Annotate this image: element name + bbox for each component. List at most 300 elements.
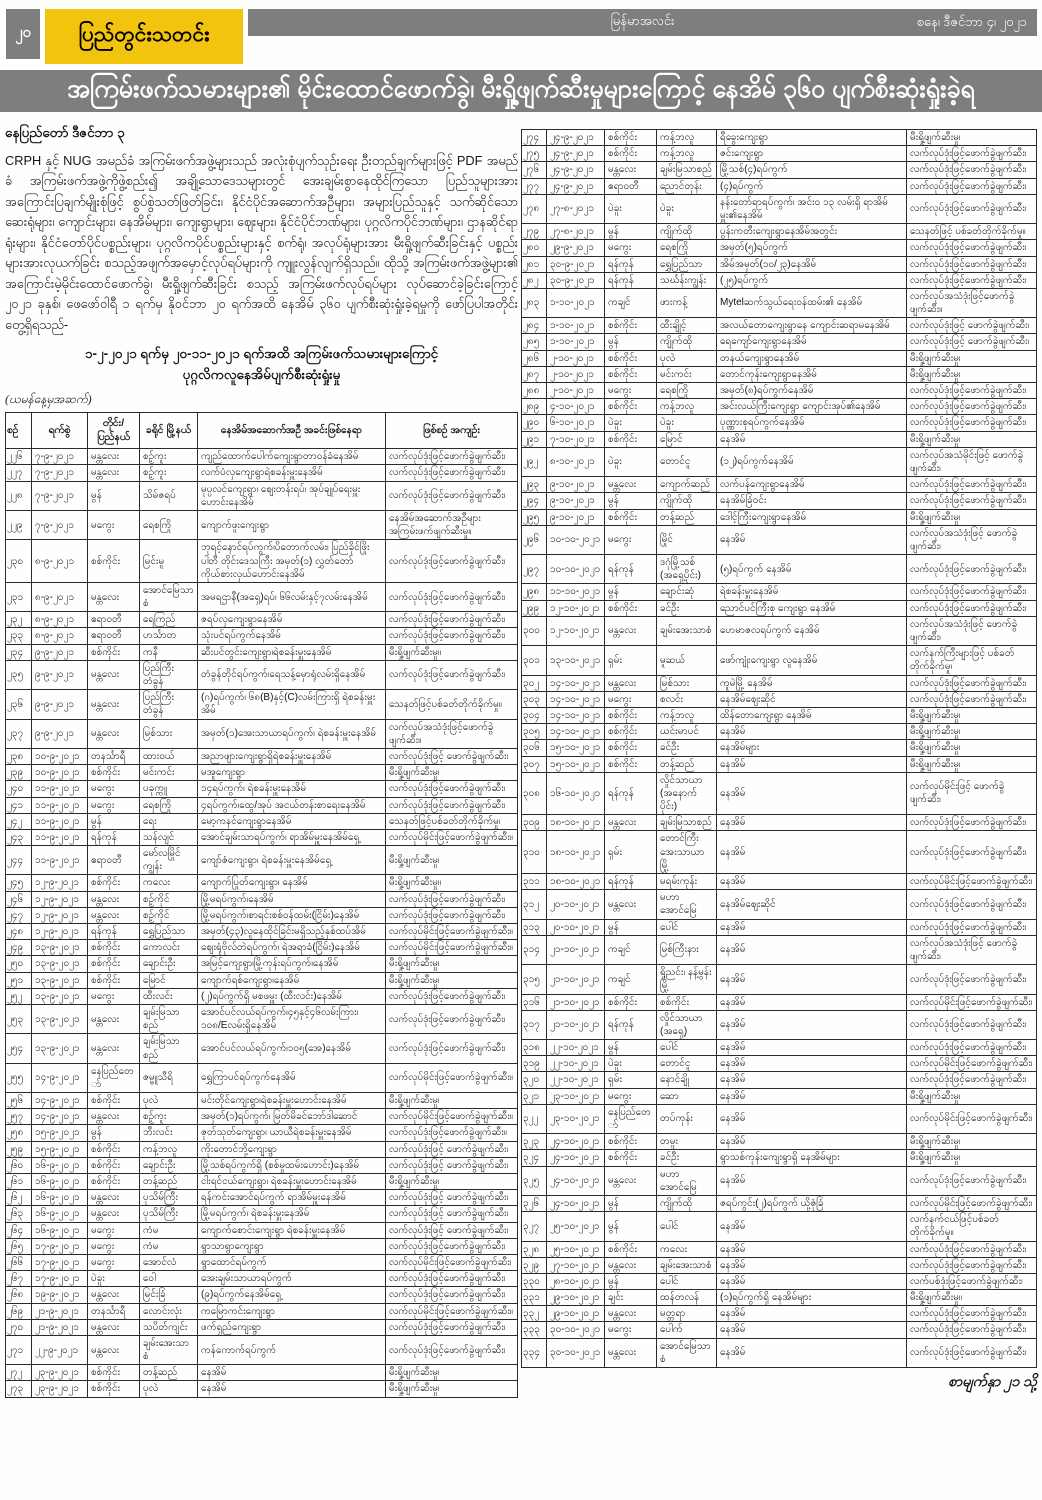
table-cell: ၂၉-၁၀-၂၀၂၁ [547, 1290, 605, 1306]
table-cell: လက်လုပ်ဒုံးဖြင့်ဖောက်ခွဲဖျက်ဆီး၊ [907, 383, 1037, 399]
left-column [5, 122, 518, 1398]
table-cell: လက်လုပ်ဒုံးဖြင့်ဖောက်ခွဲဖျက်ဆီး၊ [907, 493, 1037, 509]
table-cell: အိမ်အမှတ်(၁၀/၂၃)နေအိမ် [717, 256, 907, 272]
table-cell: နေအိမ် [198, 1381, 386, 1397]
table-cell: မဟာအောင်မြေ [657, 890, 717, 919]
table-cell: ၃၀၈ [522, 772, 547, 815]
table-cell: ၁၂-၉-၂၀၂၁ [32, 924, 88, 940]
table-cell: ပေါင် [657, 919, 717, 935]
table-cell: လက်လုပ်ဒုံးဖြင့်ဖောက်ခွဲဖျက်ဆီး၊ [907, 415, 1037, 431]
table-cell: လက်ပန်ကျေးရွာနေအိမ် [717, 477, 907, 493]
table-cell: ၂၉၅ [522, 509, 547, 525]
table-cell: ၃၂၂ [522, 1104, 547, 1133]
table-row [522, 646, 1037, 675]
table-cell: ဧရာဝတီ [88, 628, 140, 644]
table-cell: ၂၈၇ [522, 366, 547, 382]
table-cell: ကန့်ဘလူ [657, 707, 717, 723]
table-row [522, 334, 1037, 350]
table-cell: ရွာသာရွာကျေးရွာ [198, 1238, 386, 1254]
table-row [522, 194, 1037, 223]
table-row [522, 1257, 1037, 1273]
table-cell: နေအိမ် [717, 815, 907, 831]
table-cell: နေအိမ် [717, 1166, 907, 1195]
table-cell: တန့်ဆည် [657, 756, 717, 772]
table-cell: ပေါက် [657, 1322, 717, 1338]
table-cell: ၂၈၂ [522, 272, 547, 288]
table-cell: လက်လုပ်ဒုံးဖြင့်ဖောက်ခွဲဖျက်ဆီး၊ [386, 582, 518, 611]
table-cell: ၁၈-၁၀-၂၀၂၁ [547, 831, 605, 874]
table-cell: ၁၁-၉-၂၀၂၁ [32, 829, 88, 845]
table-cell: စစ်ကိုင်း [605, 399, 657, 415]
table-row [522, 994, 1037, 1010]
table-cell: လက်နက်ကြီးများဖြင့် ပစ်ခတ်တိုက်ခိုက်မှု၊ [907, 646, 1037, 675]
table-cell: မီးရှို့ဖျက်ဆီးမှု၊ [907, 509, 1037, 525]
table-cell: ၂၆၇ [6, 1271, 32, 1287]
table-row [6, 1381, 518, 1397]
table-cell: ၂၇၆ [522, 162, 547, 178]
table-cell: ၂၃၇ [6, 719, 32, 748]
table-cell: ၁၄-၁၀-၂၀၂၁ [547, 675, 605, 691]
table-cell: လက်လုပ်ဒုံးဖြင့်ဖောက်ခွဲဖျက်ဆီး၊ [907, 919, 1037, 935]
table-cell: ၁၀-၁၀-၂၀၂၁ [547, 555, 605, 584]
table-cell: ၂၉၄ [522, 493, 547, 509]
table-cell: ၃၀၅ [522, 724, 547, 740]
table-cell: အမှတ်(၁)ရပ်ကွက်၊ မြတ်မိခင်ဘော်ဒါဆောင် [198, 1109, 386, 1125]
table-cell: စဉ် [6, 413, 32, 449]
section-label-box [45, 9, 243, 64]
table-cell: ၃၃၁ [522, 1290, 547, 1306]
table-cell: ၈-၉-၂၀၂၁ [32, 612, 88, 628]
table-cell: မရမ်းကုန်း [657, 874, 717, 890]
table-cell: မီးရှို့ဖျက်ဆီးမှု၊ [386, 846, 518, 875]
table-cell: လက်လုပ်ဒုံးဖြင့်ဖောက်ခွဲဖျက်ဆီး၊ [386, 1335, 518, 1364]
table-cell: စစ်ကိုင်း [88, 875, 140, 891]
table-cell: ထိန်တောကျေးရွာ နေအိမ် [717, 707, 907, 723]
table-row [522, 318, 1037, 334]
table-cell: ၃၀-၁၀-၂၀၂၁ [547, 1322, 605, 1338]
table-cell: မန္တလေး [88, 1319, 140, 1335]
table-cell: ပေါင် [657, 1273, 717, 1289]
table-cell: ၁၂-၁၀-၂၀၂၁ [547, 600, 605, 616]
table-cell: လက်လုပ်ဒုံးဖြင့် ဖောက်ခွဲဖျက်ဆီး၊ [386, 748, 518, 764]
table-row [522, 415, 1037, 431]
table-cell: ၁၄-၉-၂၀၂၁ [32, 1109, 88, 1125]
table-cell: ၁၄-၁၀-၂၀၂၁ [547, 691, 605, 707]
table-cell: ရေး [140, 813, 198, 829]
table-cell: ပဲခူး [605, 194, 657, 223]
table-cell: ၁၃-၁၀-၂၀၂၁ [547, 646, 605, 675]
table-cell: နေအိမ် [717, 1072, 907, 1088]
table-cell: ကန်ကောက်ရပ်ကွက် [198, 1335, 386, 1364]
table-cell: စစ်ကိုင်း [605, 707, 657, 723]
table-cell: ၂၀-၁၀-၂၀၂၁ [547, 919, 605, 935]
table-cell: ၂၉၇ [522, 555, 547, 584]
table-cell: ၂၂၇ [6, 465, 32, 481]
table-cell: ၁၂-၉-၂၀၂၁ [32, 875, 88, 891]
table-row [6, 1271, 518, 1287]
table-cell: ၂၄-၁၀-၂၀၂၁ [547, 1134, 605, 1150]
table-cell: ၂၄-၉-၂၀၂၁ [547, 178, 605, 194]
table-cell: မွန် [605, 224, 657, 240]
table-cell: ကန့်ဘလူ [657, 399, 717, 415]
table-row [6, 846, 518, 875]
table-cell: ၃၁၆ [522, 994, 547, 1010]
table-cell: မြို့မရပ်ကွက်၊စာရင်းစစ်ဝန်ထမ်း(ငြိမ်း)နေအိမ် [198, 907, 386, 923]
table-cell: ၁၁-၉-၂၀၂၁ [32, 781, 88, 797]
table-cell: စစ်ကိုင်း [605, 146, 657, 162]
table-cell: ဘီးလင်း [140, 1125, 198, 1141]
table-cell: မြစ်ကြီးနား [657, 935, 717, 964]
table-cell: ထီးလင်း [140, 988, 198, 1004]
table-cell: ၂၄၇ [6, 907, 32, 923]
table-row [6, 540, 518, 583]
table-cell: ရက်စွဲ [32, 413, 88, 449]
table-cell: နေအိမ် [717, 1088, 907, 1104]
table-cell: ချမ်းမြသာစည် [657, 815, 717, 831]
table-cell: လက်လုပ်ဒုံးဖြင့်ဖောက်ခွဲဖျက်ဆီး၊ [907, 1306, 1037, 1322]
table-cell: ရန်ကုန် [605, 555, 657, 584]
table-cell: စစ်ကိုင်း [605, 509, 657, 525]
table-cell: ၁၇-၉-၂၀၂၁ [32, 1238, 88, 1254]
table-cell: စစ်ကိုင်း [88, 956, 140, 972]
table-cell: ပေါင် [657, 1212, 717, 1241]
table-row [6, 1287, 518, 1303]
table-cell: မီးရှို့ဖျက်ဆီးမှု၊ [907, 1150, 1037, 1166]
table-row [6, 1335, 518, 1364]
table-cell: သေနတ်ဖြင့်ပစ်ခတ်တိုက်ခိုက်မှု။ [386, 690, 518, 719]
table-cell: ၂-၁၀-၂၀၂၁ [547, 383, 605, 399]
table-cell: နေအိမ် [717, 874, 907, 890]
table-row [522, 256, 1037, 272]
table-cell: မန္တလေး [605, 1166, 657, 1195]
table-cell: ၂၇၇ [522, 178, 547, 194]
table-cell: လက်လုပ်ဒုံးဖြင့် ဖောက်ခွဲဖျက်ဆီး၊ [386, 1157, 518, 1173]
table-cell: မီးရှို့ဖျက်ဆီးမှု၊ [907, 366, 1037, 382]
table-cell: လက်လုပ်ဒုံးဖြင့်ဖောက်ခွဲဖျက်ဆီး၊ [907, 1010, 1037, 1039]
table-cell: စစ်ကိုင်း [605, 740, 657, 756]
table-cell: ၂၈၄ [522, 318, 547, 334]
table-cell: ၃၀-၉-၂၀၂၁ [547, 272, 605, 288]
table-row [6, 1157, 518, 1173]
table-row [522, 1241, 1037, 1257]
table-cell: နေအိမ် [198, 1365, 386, 1381]
table-cell: ၁၁-၉-၂၀၂၁ [32, 846, 88, 875]
table-cell: ၂၅-၁၀-၂၀၂၁ [547, 1212, 605, 1241]
table-cell: ၂၅၆ [6, 1093, 32, 1109]
table-cell: စစ်ကိုင်း [605, 1150, 657, 1166]
table-cell: ၂၇၀ [6, 1319, 32, 1335]
table-cell: လက်လုပ်ဒုံးဖြင့်ဖောက်ခွဲဖျက်ဆီး၊ [386, 1287, 518, 1303]
table-cell: ၁၃-၉-၂၀၂၁ [32, 988, 88, 1004]
table-cell: ၂၃-၁၀-၂၀၂၁ [547, 1104, 605, 1133]
table-cell: နေအိမ်အဆောက်အဦ အခင်းဖြစ်နေရာ [198, 413, 386, 449]
table-cell: လက်လုပ်ဒုံးဖြင့်ဖောက်ခွဲဖျက်ဆီး၊ [386, 628, 518, 644]
table-cell: မြင်းမူ [140, 540, 198, 583]
table-cell: ကချင် [605, 288, 657, 317]
table-cell: မန္တလေး [605, 815, 657, 831]
headline-bar [0, 70, 1042, 112]
table-row [522, 1195, 1037, 1211]
table-cell: ၃၀၁ [522, 646, 547, 675]
table-row [522, 493, 1037, 509]
table-cell: လက်လုပ်ဒုံးဖြင့်ဖောက်ခွဲဖျက်ဆီး။ [386, 1125, 518, 1141]
table-cell: မီးရှို့ဖျက်ဆီးမှု၊ [386, 972, 518, 988]
table-cell: နေအိမ်များ [717, 740, 907, 756]
table-row [6, 719, 518, 748]
table-cell: ၂၉၀ [522, 415, 547, 431]
table-cell: ၂၅၂ [6, 988, 32, 1004]
issue-date: စနေ၊ ဒီဇင်ဘာ ၄၊ ၂၀၂၁ [916, 14, 1027, 29]
table-cell: ၁၄-၉-၂၀၂၁ [32, 1063, 88, 1092]
table-cell: မန္တလေး [88, 907, 140, 923]
table-cell: မွန် [605, 919, 657, 935]
table-row [6, 1303, 518, 1319]
table-cell: ၂၂၈ [6, 481, 32, 510]
table-cell: ခင်ဦး [657, 740, 717, 756]
table-cell: စစ်ကိုင်း [605, 318, 657, 334]
table-row [522, 509, 1037, 525]
table-row [6, 1365, 518, 1381]
table-cell: ၂၆၂ [6, 1190, 32, 1206]
table-cell: လက်လုပ်ဒုံးဖြင့်ဖောက်ခွဲဖျက်ဆီး၊ [386, 988, 518, 1004]
table-cell: (ဂ)ရပ်ကွက်၊ ၆၈(B)နှင့်(C)လမ်းကြားရှိ ရဲစခန်းမှူးအိမ် [198, 690, 386, 719]
table-cell: ၂၇၁ [6, 1335, 32, 1364]
table-cell: နေအိမ်ခြံဝင်း [717, 493, 907, 509]
table-cell: တနင်္သာရီ [88, 748, 140, 764]
table-row [522, 288, 1037, 317]
table-cell: ညောင်ပင်ကြီးစု ကျေးရွာ နေအိမ် [717, 600, 907, 616]
table-cell: ၁၈-၁၀-၂၀၂၁ [547, 874, 605, 890]
incident-table-left [5, 412, 518, 1398]
table-cell: ၇-၉-၂၀၂၁ [32, 510, 88, 539]
table-row [6, 1063, 518, 1092]
table-cell: စစ်ကိုင်း [88, 644, 140, 660]
table-cell: ရန်ကုန် [88, 924, 140, 940]
table-cell: ပဲခူး [605, 1056, 657, 1072]
table-cell: ပုလဲ [657, 350, 717, 366]
table-cell: ၁၃-၉-၂၀၂၁ [32, 972, 88, 988]
table-cell: မူဆယ် [657, 646, 717, 675]
table-cell: မြောင် [657, 431, 717, 447]
table-row [522, 815, 1037, 831]
table-cell: လှိုင်သာယာ (အနောက်ပိုင်း) [657, 772, 717, 815]
table-cell: မကွေး [88, 988, 140, 1004]
table-cell: ၂၇၂ [6, 1365, 32, 1381]
table-cell: ၁၀-၁၀-၂၀၂၁ [547, 525, 605, 554]
table-cell: ပုသိမ်ကြီး [140, 1190, 198, 1206]
table-row [6, 582, 518, 611]
table-cell: ၂၄၃ [6, 829, 32, 845]
table-cell: လက်လုပ်ဒုံးဖြင့် ဖောက်ခွဲဖျက်ဆီး၊ [386, 1206, 518, 1222]
table-cell: လက်လုပ်ဒုံးဖြင့်ဖောက်ခွဲဖျက်ဆီး၊ [907, 477, 1037, 493]
table-cell: ဟင်္သာတ [140, 628, 198, 644]
table-cell: ၁၅-၉-၂၀၂၁ [32, 1125, 88, 1141]
table-cell: ခင်ဦး [657, 600, 717, 616]
table-cell: မွန် [88, 1125, 140, 1141]
table-cell: လက်လုပ်ဒုံးဖြင့်ဖောက်ခွဲဖျက်ဆီး၊ [907, 890, 1037, 919]
table-cell: ၂၉၉ [522, 600, 547, 616]
table-cell: လက်လုပ်ဒုံးဖြင့်ဖောက်ခွဲဖျက်ဆီး၊ [907, 691, 1037, 707]
table-cell: နေအိမ် [717, 1241, 907, 1257]
table-row [6, 813, 518, 829]
table-cell: လက်လုပ်ဒုံးဖြင့်ဖောက်ခွဲဖျက်ဆီး၊ [386, 449, 518, 465]
table-cell: ကလေး [657, 1241, 717, 1257]
table-cell: စလင်း [657, 691, 717, 707]
table-cell: မကွေး [88, 797, 140, 813]
table-row [522, 431, 1037, 447]
table-cell: မွန် [605, 584, 657, 600]
table-cell: မင်းကင်း [657, 366, 717, 382]
table-cell: ရန်ကုန် [605, 874, 657, 890]
table-cell: ၂၀-၁၀-၂၀၂၁ [547, 890, 605, 919]
table-cell: ဧရာဝတီ [605, 178, 657, 194]
table-cell: ၁-၁၀-၂၀၂၁ [547, 288, 605, 317]
table-cell: ၂၉၂ [522, 447, 547, 476]
table-cell: ၁၆-၉-၂၀၂၁ [32, 1174, 88, 1190]
table-cell: မီးရှို့ဖျက်ဆီးမှု၊ [907, 707, 1037, 723]
table-cell: ၃၀၉ [522, 815, 547, 831]
table-row [6, 1174, 518, 1190]
table-cell: တနယ်ကျေးရွာနေအိမ် [717, 350, 907, 366]
table-cell: လက်လုပ်ဒုံးဖြင့် ဖောက်ခွဲဖျက်ဆီး၊ [907, 334, 1037, 350]
table-cell: ပဲခူး [88, 1271, 140, 1287]
table-cell: လက်လုပ်အသံဒုံးဖြင့်ဖောက်ခွဲဖျက်ဆီး။ [907, 288, 1037, 317]
table-cell: ပုလဲ [140, 1093, 198, 1109]
table-cell: အမရဌာနီ(အရှေ့)ရပ်၊ ၆၆လမ်းနှင့်၇လမ်းနေအိမ် [198, 582, 386, 611]
table-cell: မော့ကနင်ကျေးရွာနေအိမ် [198, 813, 386, 829]
table-cell: လက်လုပ်မိုင်းဖြင့်ဖောက်ခွဲဖျက်ဆီး။ [386, 940, 518, 956]
table-cell: နောင်ချို [657, 1072, 717, 1088]
table-row [6, 972, 518, 988]
table-cell: မန္တလေး [605, 616, 657, 645]
table-row [522, 756, 1037, 772]
table-row [522, 447, 1037, 476]
table-cell: လက်လုပ်ဒုံးဖြင့် ဖောက်ခွဲဖျက်ဆီး၊ [907, 318, 1037, 334]
table-cell: တောင်ငူ [657, 1056, 717, 1072]
table-cell: ၂၈၉ [522, 399, 547, 415]
table-cell: မင်းတိုင်ကျေးရွာ၊ရဲစခန်းမှူးဟောင်းနေအိမ် [198, 1093, 386, 1109]
table-row [6, 449, 518, 465]
table-cell: စစ်ကိုင်း [88, 940, 140, 956]
page-number-badge [6, 9, 40, 59]
table-cell: နေအိမ် [717, 724, 907, 740]
table-cell: အမြင့်ကျေးရွာ၊မြို့ကုန်းရပ်ကွက်၊နေအိမ် [198, 956, 386, 972]
table-cell: ၂၂-၁၀-၂၀၂၁ [547, 1056, 605, 1072]
table-cell: အမှတ်(၄၃)လူနေထိုင်ခြင်းမရှိသည့်နှစ်ထပ်အိမ် [198, 924, 386, 940]
table-cell: မီးရှို့ဖျက်ဆီးမှု၊ [386, 1174, 518, 1190]
table-row [6, 1254, 518, 1270]
table-cell: ဝေါ [140, 1271, 198, 1287]
table-cell: ကန့်ဘလူ [657, 146, 717, 162]
table-cell: ၂၁-၁၀-၂၀၂၁ [547, 935, 605, 964]
table-cell: ဒဂုံမြို့သစ် (အရှေ့ပိုင်း) [657, 555, 717, 584]
table-cell: ၉-၉-၂၀၂၁ [32, 719, 88, 748]
table-cell: ၂၆၅ [6, 1238, 32, 1254]
table-cell: ရဲစခန်းမှူးနေအိမ် [717, 584, 907, 600]
table-row [6, 924, 518, 940]
table-cell: ၉-၉-၂၀၂၁ [32, 690, 88, 719]
table-cell: ၂၃၁ [6, 582, 32, 611]
table-row [6, 765, 518, 781]
table-row [522, 383, 1037, 399]
table-cell: ငါးရင်ငယ်ကျေးရွာ၊ ရဲစခန်းမှူးဟောင်းနေအိမ် [198, 1174, 386, 1190]
table-cell: ၂၄၈ [6, 924, 32, 940]
table-cell: ပေါင် [657, 1040, 717, 1056]
table-cell: ၉-၁၀-၂၀၂၁ [547, 493, 605, 509]
table-cell: ၂၃၀ [6, 540, 32, 583]
table-cell: လက်နက်ငယ်ဖြင့်ပစ်ခတ်တိုက်ခိုက်မှု။ [907, 1212, 1037, 1241]
table-cell: ချောင်းဦး [140, 956, 198, 972]
newspaper-name: မြန်မာအလင်း [610, 13, 675, 28]
table-cell: ၂၄၄ [6, 846, 32, 875]
table-cell: ချင်း [605, 1290, 657, 1306]
table-cell: မန္တလေး [605, 1257, 657, 1273]
table-cell: သေနတ်ဖြင့် ပစ်ခတ်တိုက်ခိုက်မှု။ [907, 224, 1037, 240]
table-cell: နေအိမ် [717, 831, 907, 874]
table-cell: ၂၈-၁၀-၂၀၂၁ [547, 1273, 605, 1289]
table-cell: အင်းလယ်ကြီးကျေးရွာ ကျောင်းအုပ်၏နေအိမ် [717, 399, 907, 415]
table-cell: ရေစကြို [657, 240, 717, 256]
table-cell: နေအိမ် [717, 1010, 907, 1039]
table-cell: စစ်ကိုင်း [88, 1157, 140, 1173]
table-cell: သုံးပင်ရပ်ကွက်နေအိမ် [198, 628, 386, 644]
table-cell: မအူကျေးရွာ [198, 765, 386, 781]
table-cell: ပုဏ္ဏားစုရပ်ကွက်နေအိမ် [717, 415, 907, 431]
table-cell: စစ်ကိုင်း [605, 350, 657, 366]
table-cell: ၃၁၈ [522, 1040, 547, 1056]
table-cell: လက်လုပ်အသံဒုံးဖြင့် ဖောက်ခွဲဖျက်ဆီး၊ [907, 935, 1037, 964]
table-cell: အောင်ပင်လယ်ရပ်ကွက်၊၄၅နှင့်၄၆လမ်းကြား၊ ၁၀၈/Eလမ်းရှိနေအိမ် [198, 1004, 386, 1033]
table-row [6, 748, 518, 764]
table-cell: ၁၉-၉-၂၀၂၁ [32, 1287, 88, 1303]
table-cell: ၂၃၂ [6, 612, 32, 628]
table-cell: ၁၆-၉-၂၀၂၁ [32, 1206, 88, 1222]
table-cell: မြို့မရပ်ကွက်၊ ရဲစခန်းမှူးနေအိမ် [198, 1206, 386, 1222]
table-cell: လက်လုပ်ဒုံးဖြင့်ဖောက်ခွဲဖျက်ဆီး၊ [907, 1257, 1037, 1273]
table-cell: မန္တလေး [88, 582, 140, 611]
table-cell: ၁၅-၉-၂၀၂၁ [32, 1141, 88, 1157]
table-cell: စစ်ကိုင်း [605, 1134, 657, 1150]
table-row [6, 481, 518, 510]
table-cell: ၇-၉-၂၀၂၁ [32, 481, 88, 510]
table-cell: (၂)ရပ်ကွက်ရှိ မစဖမှူး (ထီးလင်း)နေအိမ် [198, 988, 386, 1004]
table-cell: လက်လုပ်ဒုံးဖြင့်ဖောက်ခွဲဖျက်ဆီး၊ [386, 891, 518, 907]
table-cell: ဖားကန့် [657, 288, 717, 317]
table-row [6, 1222, 518, 1238]
table-cell: ၃၁၀ [522, 831, 547, 874]
table-cell: ၃၃၃ [522, 1322, 547, 1338]
table-cell: စဉ့်ကိုင် [140, 891, 198, 907]
table-cell: ၂၃-၁၀-၂၀၂၁ [547, 1088, 605, 1104]
table-row [6, 628, 518, 644]
table-cell: ပုလဲ [140, 1381, 198, 1397]
table-cell: ကျောက်ရစ်ကျေးရွာ၊နေအိမ် [198, 972, 386, 988]
table-cell: မန္တလေး [88, 660, 140, 689]
table-cell: မီးရှို့ဖျက်ဆီးမှု။ [386, 644, 518, 660]
table-cell: ကျိုက်ထို [657, 493, 717, 509]
right-column [521, 127, 1037, 1394]
table-row [522, 874, 1037, 890]
table-cell: မကွေး [88, 781, 140, 797]
table-cell: အလယ်တောကျေးရွာနေ ကျောင်းဆရာမနေအိမ် [717, 318, 907, 334]
table-cell: မန္တလေး [605, 675, 657, 691]
table-cell: မန္တလေး [88, 1034, 140, 1063]
table-cell: မင်းကင်း [140, 765, 198, 781]
table-cell: နေအိမ် [717, 965, 907, 994]
table-cell: မြင်းခြံ [140, 1287, 198, 1303]
table-cell: ၈-၉-၂၀၂၁ [32, 540, 88, 583]
table-cell: ၃၂၁ [522, 1088, 547, 1104]
